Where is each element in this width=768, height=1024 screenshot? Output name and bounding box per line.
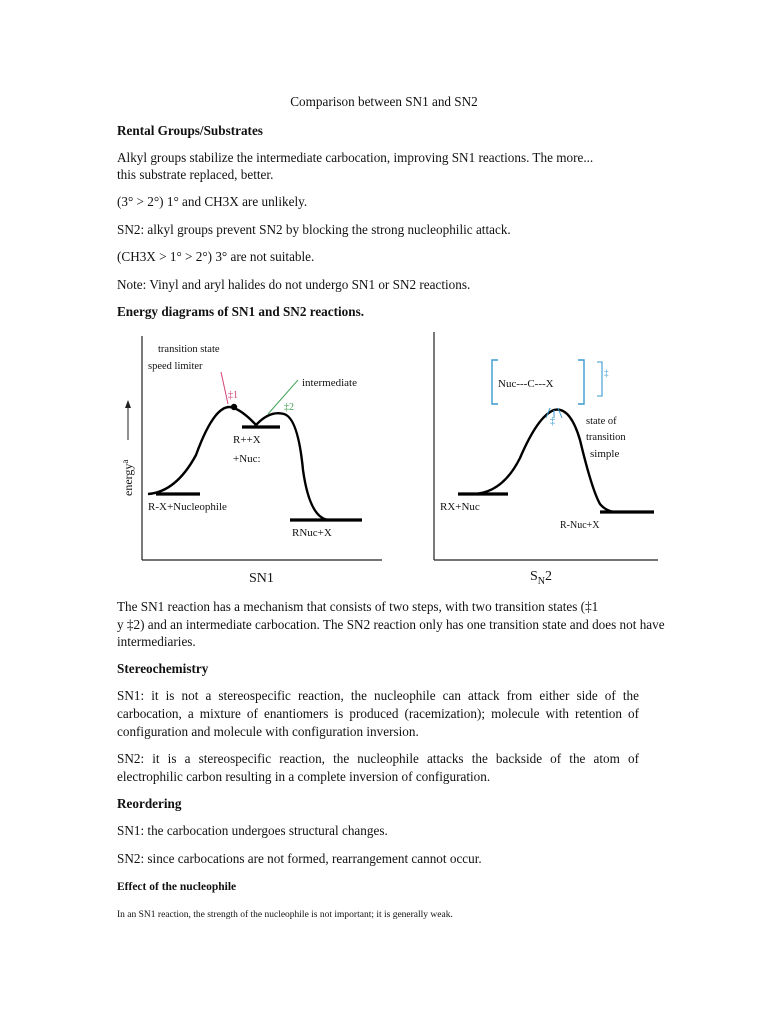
- substrates-paragraph-line2: this substrate replaced, better.: [117, 167, 274, 182]
- sn2-label-transition: transition: [586, 432, 626, 443]
- sn1-label-transition-state: transition state: [158, 344, 220, 355]
- sn1-reactants-label: R-X+Nucleophile: [148, 501, 227, 513]
- reordering-sn1: SN1: the carbocation undergoes structural changes.: [117, 823, 388, 838]
- reordering-heading: Reordering: [117, 796, 182, 811]
- substrates-sn2-order: (CH3X > 1° > 2°) 3° are not suitable.: [117, 249, 315, 264]
- energy-diagrams-heading: Energy diagrams of SN1 and SN2 reactions.: [117, 304, 365, 319]
- sn1-label-speed-limiter: speed limiter: [148, 361, 203, 372]
- sn2-label-state-of: state of: [586, 416, 617, 427]
- mechanism-line1: The SN1 reaction has a mechanism that consists of two steps, with two transition states (‡1: [117, 599, 599, 614]
- sn1-dagger-2: ‡2: [284, 402, 294, 413]
- substrates-paragraph-line1: Alkyl groups stabilize the intermediate carbocation, improving SN1 reactions. The more...: [117, 150, 594, 165]
- stereochemistry-sn1: SN1: it is not a stereospecific reaction, the nucleophile can attack from either side of the carbocation, a mixture of enantiomers is produced (racemization); molecule with retention of configuration and molecule with configuration inversion.: [117, 688, 639, 739]
- sn1-energy-diagram: [118, 330, 414, 586]
- sn1-caption: SN1: [249, 571, 274, 586]
- nucleophile-paragraph: In an SN1 reaction, the strength of the nucleophile is not important; it is generally weak.: [117, 910, 453, 920]
- sn1-products-label: RNuc+X: [292, 527, 332, 539]
- reordering-sn2: SN2: since carbocations are not formed, rearrangement cannot occur.: [117, 851, 482, 866]
- sn2-energy-diagram: [420, 330, 660, 586]
- sn2-caption: $S_N2$: [530, 569, 553, 586]
- sn1-carbocation-line2: +Nuc:: [233, 453, 261, 465]
- sn1-carbocation-line1: R++X: [233, 434, 261, 446]
- sn2-reactants-label: RX+Nuc: [440, 501, 480, 513]
- sn2-bracket-dagger: ‡: [604, 368, 609, 378]
- substrates-sn2-paragraph: SN2: alkyl groups prevent SN2 by blocking the strong nucleophilic attack.: [117, 222, 511, 237]
- substrates-sn1-order: (3° > 2°) 1° and CH3X are unlikely.: [117, 194, 308, 209]
- sn1-y-axis-label: energy$^a$: [120, 459, 135, 496]
- sn2-dagger: ‡: [550, 416, 555, 427]
- substrates-note: Note: Vinyl and aryl halides do not undergo SN1 or SN2 reactions.: [117, 277, 471, 292]
- sn1-label-intermediate: intermediate: [302, 377, 357, 389]
- stereochemistry-heading: Stereochemistry: [117, 661, 209, 676]
- stereochemistry-sn2: SN2: it is a stereospecific reaction, the nucleophile attacks the backside of the atom of electrophilic carbon resulting in a complete inversion of configuration.: [117, 751, 639, 784]
- sn2-label-simple: simple: [590, 448, 620, 460]
- page-title: Comparison between SN1 and SN2: [290, 94, 478, 109]
- sn1-dagger-1: ‡1: [228, 390, 238, 401]
- mechanism-line2: y ‡2) and an intermediate carbocation. The SN2 reaction only has one transition state and does not have: [117, 617, 665, 632]
- substrates-heading: Rental Groups/Substrates: [117, 123, 263, 138]
- sn2-transition-state-formula: Nuc---C---X: [498, 378, 554, 390]
- mechanism-line3: intermediaries.: [117, 634, 196, 649]
- nucleophile-heading: Effect of the nucleophile: [117, 881, 237, 893]
- sn2-products-label: R-Nuc+X: [560, 520, 600, 531]
